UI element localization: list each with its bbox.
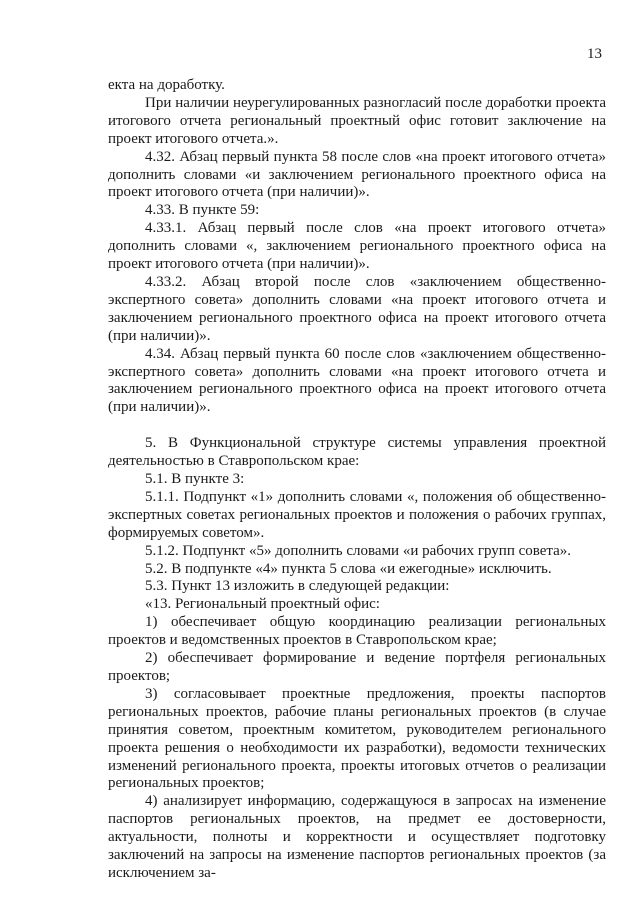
document-body bbox=[108, 77, 606, 883]
paragraph: 4.33. В пункте 59: bbox=[145, 202, 260, 219]
paragraph: 5. В Функциональной структуре системы управления проектной деятельностью в Ставропольском крае: bbox=[108, 435, 606, 470]
paragraph: 1) обеспечивает общую координацию реализации региональных проектов и ведомственных проектов в Ставропольском крае; bbox=[108, 614, 606, 649]
paragraph: екта на доработку. bbox=[108, 77, 225, 93]
paragraph: 4.32. Абзац первый пункта 58 после слов «на проект итогового отчета» дополнить словами «и заключением регионального проектного офиса на проект итогового отчета (при наличии)». bbox=[108, 148, 606, 201]
paragraph: 4) анализирует информацию, содержащуюся в запросах на изменение паспортов региональных проектов, на предмет ее достоверности, актуальности, полноты и корректности и осуществляет подготовку заключений на запросы на изменение паспортов региональных проектов (за исключением за- bbox=[108, 793, 606, 881]
paragraph: 3) согласовывает проектные предложения, проекты паспортов региональных проектов, рабочие планы региональных проектов (в случае принятия советом, проектным комитетом, руководителем регионального проекта решения о необходимости их разработки), ведомости технических изменений регионального проекта, проекты итоговых отчетов о реализации региональных проектов; bbox=[108, 685, 606, 792]
paragraph: 5.1.2. Подпункт «5» дополнить словами «и рабочих групп совета». bbox=[145, 542, 572, 559]
paragraph: 5.1. В пункте 3: bbox=[145, 471, 245, 488]
paragraph: 2) обеспечивает формирование и ведение портфеля региональных проектов; bbox=[108, 650, 606, 684]
paragraph: «13. Региональный проектный офис: bbox=[145, 596, 380, 613]
paragraph: 4.33.1. Абзац первый после слов «на проект итогового отчета» дополнить словами «, заключением регионального проектного офиса на проект итогового отчета (при наличии)». bbox=[108, 220, 606, 273]
paragraph: 5.1.1. Подпункт «1» дополнить словами «, положения об общественно-экспертных советах региональных проектов и положения о рабочих группах, формируемых советом». bbox=[108, 488, 606, 541]
paragraph: 4.34. Абзац первый пункта 60 после слов «заключением общественно-экспертного совета» дополнить словами «на проект итогового отчета и заключением регионального проектного офиса на проект итогового отчета (при наличии)». bbox=[108, 345, 606, 416]
paragraph: 5.2. В подпункте «4» пункта 5 слова «и ежегодные» исключить. bbox=[145, 560, 552, 577]
paragraph: 4.33.2. Абзац второй после слов «заключением общественно-экспертного совета» дополнить словами «на проект итогового отчета и заключением регионального проектного офиса на проект итогового отчета (при наличии)». bbox=[108, 273, 606, 344]
page-number: 13 bbox=[587, 46, 602, 62]
paragraph: 5.3. Пункт 13 изложить в следующей редакции: bbox=[145, 578, 450, 595]
paragraph: При наличии неурегулированных разногласий после доработки проекта итогового отчета региональный проектный офис готовит заключение на проект итогового отчета.». bbox=[108, 94, 606, 147]
